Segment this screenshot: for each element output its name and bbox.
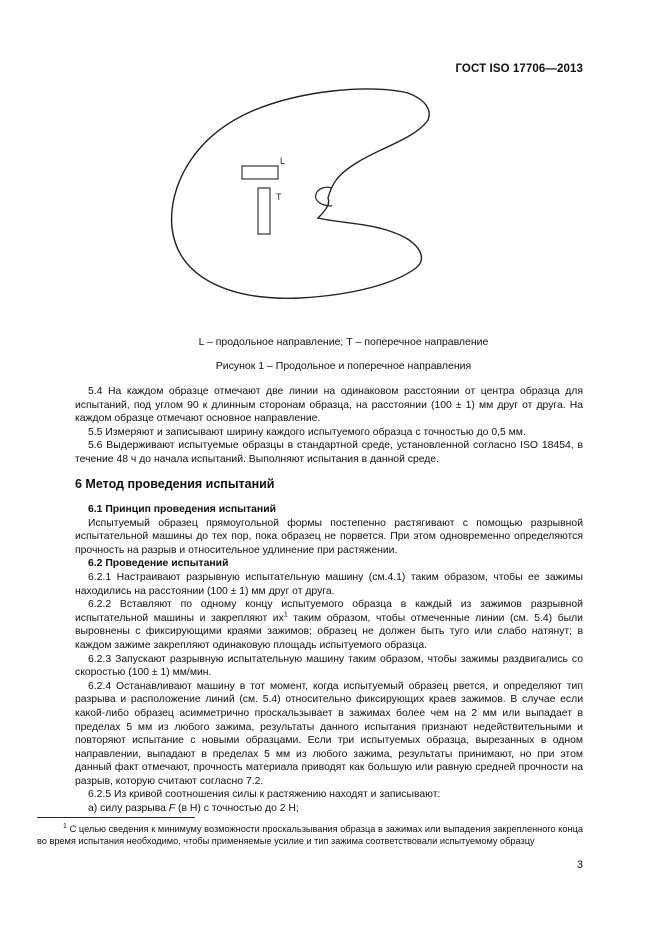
page-number: 3 xyxy=(576,859,583,871)
figure-1-specimen-drawing xyxy=(170,88,460,310)
paragraph-6-2-1: 6.2.1 Настраивают разрывную испытательную машину (см.4.1) таким образом, чтобы ее зажимы находились на расстоянии (100 ± 1) мм друг от друга. xyxy=(75,571,583,597)
notch-outline xyxy=(316,187,332,206)
paragraph-6-2-2 xyxy=(75,598,583,652)
footnote xyxy=(37,823,583,848)
paragraph-6-2-2-end: таким образом, чтобы отмеченные линии (см. 5.4) были выровнены с фиксирующими краями зажимов; образец не должен быть туго или слабо натянут; в каждом зажиме закрепляют одинаковую площадь испытуемого образца. xyxy=(75,612,583,651)
footnote-marker: 1 xyxy=(63,822,67,830)
label-t: T xyxy=(276,192,282,202)
figure-caption: Рисунок 1 – Продольное и поперечное направления xyxy=(215,360,472,372)
list-item-a: а) силу разрыва F (в Н) с точностью до 2 Н; xyxy=(88,803,299,815)
specimen-outline xyxy=(172,89,430,298)
paragraph-5-5: 5.5 Измеряют и записывают ширину каждого испытуемого образца с точностью до 0,5 мм. xyxy=(88,426,526,438)
figure-legend: L – продольное направление; Т – поперечное направление xyxy=(198,336,489,348)
section-5-paragraphs xyxy=(75,385,583,467)
paragraph-5-4: 5.4 На каждом образце отмечают две линии на одинаковом расстоянии от центра образца для испытаний, под углом 90 к длинным сторонам образца, на расстоянии (100 ± 1) мм друг от друга. На каждом образце отмечают основное направление. xyxy=(75,386,583,425)
paragraph-6-2-5: 6.2.5 Из кривой соотношения силы к растяжению находят и записывают: xyxy=(88,789,441,801)
longitudinal-marker xyxy=(242,166,278,179)
transverse-marker xyxy=(258,188,270,234)
paragraph-6-2-2-start: 6.2.2 Вставляют по одному концу испытуемого образца в каждый из зажимов разрывной испытательной машины и закрепляют их xyxy=(75,599,583,624)
standard-header: ГОСТ ISO 17706—2013 xyxy=(455,63,583,75)
subsection-6-1-title: 6.1 Принцип проведения испытаний xyxy=(88,504,276,515)
paragraph-6-1: Испытуемый образец прямоугольной формы постепенно растягивают с помощью разрывной испытательной машины до тех пор, пока образец не порвется. При этом одновременно определяются прочность на разрыв и относительное удлинение при растяжении. xyxy=(75,517,583,556)
footnote-text: С целью сведения к минимуму возможности проскальзывания образца в зажимах или выпадения закрепленного конца во время испытания необходимо, чтобы применяемые усилие и тип зажима соответствовали испытуемому образцу xyxy=(37,824,583,847)
paragraph-6-2-3: 6.2.3 Запускают разрывную испытательную машину таким образом, чтобы зажимы раздвигались со скоростью (100 ± 1) мм/мин. xyxy=(75,653,583,679)
paragraph-5-6: 5.6 Выдерживают испытуемые образцы в стандартной среде, установленной согласно ISO 18454, в течение 48 ч до начала испытаний. Выполняют испытания в данной среде. xyxy=(75,440,583,465)
footnote-reference[interactable]: 1 xyxy=(283,611,288,619)
paragraph-6-2-4: 6.2.4 Останавливают машину в тот момент, когда испытуемый образец рвется, и определяют тип разрыва и расположение линий (см. 5.4) относительно фиксирующих краев зажимов. В случае если какой-либо образец асимметрично проскальзывает в зажимах более чем на 2 мм или выпадает в пределах 5 мм из любого зажима, результаты данного испытания признают недействительными и повторяют испытание с новыми образцами. Если три испытуемых образца, вырезанных в одном направлении, выпадают в пределах 5 мм из любого зажима, результаты принимают, но при этом данный факт отмечают, прочность материала приводят как большую или равную средней прочности на разрыв, которую считают согласно 7.2. xyxy=(75,680,583,787)
footnote-divider xyxy=(37,817,195,818)
section-6-body xyxy=(75,503,583,816)
section-6-title: 6 Метод проведения испытаний xyxy=(75,477,275,491)
subsection-6-2-title: 6.2 Проведение испытаний xyxy=(88,558,229,570)
label-l: L xyxy=(280,156,286,166)
